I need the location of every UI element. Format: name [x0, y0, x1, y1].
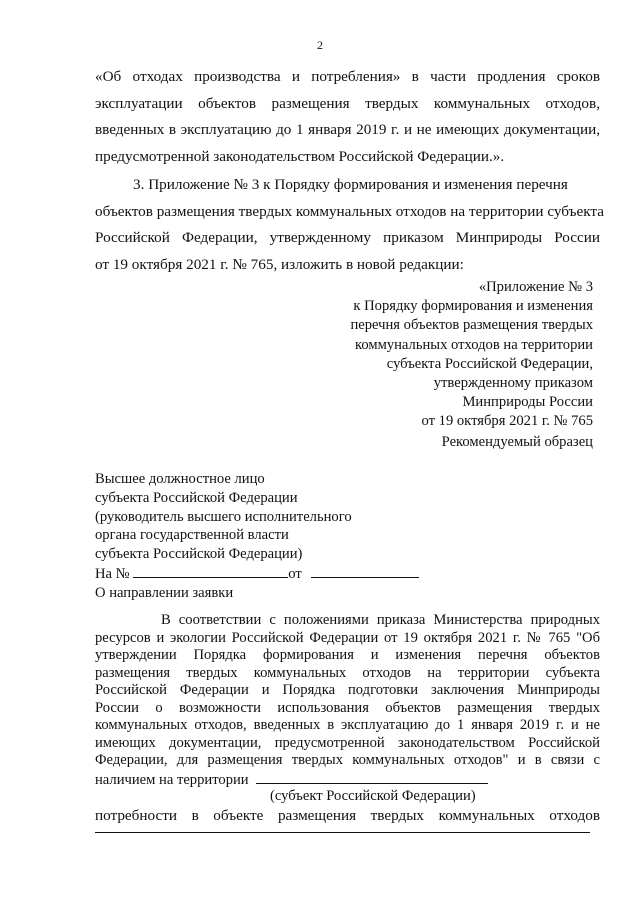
ref-number-label: На №: [95, 565, 130, 582]
addressee-block: [95, 470, 419, 603]
recommended-sample-label: [293, 433, 593, 452]
ref-date-label: от: [288, 565, 302, 582]
text-line: ресурсов и экологии Российской Федерации от 19 октября 2021 г. № 765 "Об: [95, 629, 600, 646]
subject-line: О направлении заявки: [95, 584, 234, 601]
text-line: «Об отходах производства и потребления» в части продления сроков: [95, 68, 600, 85]
caption-text: (субъект Российской Федерации): [270, 788, 476, 804]
text-line: объектов размещения твердых коммунальных отходов на территории субъекта: [95, 202, 604, 220]
text-line: размещения твердых коммунальных отходов на территории субъекта: [95, 664, 600, 681]
header-line: к Порядку формирования и изменения: [353, 298, 593, 315]
addressee-line: субъекта Российской Федерации: [95, 489, 298, 506]
header-line: от 19 октября 2021 г. № 765: [421, 413, 593, 430]
text-line: утверждении Порядка формирования и изменения перечня объектов: [95, 647, 600, 663]
text-line: коммунальных отходов, введенных в эксплуатацию до 1 января 2019 г. и не: [95, 717, 600, 733]
addressee-line: органа государственной власти: [95, 527, 289, 544]
text-line: эксплуатации объектов размещения твердых коммунальных отходов,: [95, 94, 600, 112]
text-line: от 19 октября 2021 г. № 765, изложить в новой редакции:: [95, 255, 464, 273]
header-line: субъекта Российской Федерации,: [386, 355, 593, 372]
need-line-block: [95, 803, 600, 830]
text-line: потребности в объекте размещения твердых коммунальных отходов: [95, 807, 600, 824]
recommended-text: Рекомендуемый образец: [441, 434, 593, 450]
appendix-header: [293, 278, 593, 432]
paragraph-continuation: [95, 64, 600, 170]
text-line: России о возможности использования объектов размещения твердых: [95, 699, 600, 716]
page-number: 2: [317, 38, 323, 52]
text-line: Российской Федерации, утвержденному приказом Минприроды России: [95, 229, 600, 246]
header-line: утвержденному приказом: [433, 375, 593, 392]
ref-number-blank: [133, 564, 288, 578]
text-line: В соответствии с положениями приказа Министерства природных: [161, 612, 600, 628]
text-line: 3. Приложение № 3 к Порядку формирования и изменения перечня: [133, 176, 568, 193]
header-line: Минприроды России: [462, 394, 593, 411]
text-fragment: наличием на территории: [95, 771, 249, 788]
text-line: Российской Федерации и Порядка подготовки заключения Минприроды: [95, 682, 600, 698]
subject-blank: [256, 770, 488, 784]
header-line: «Приложение № 3: [478, 279, 593, 295]
addressee-line: субъекта Российской Федерации): [95, 546, 303, 563]
text-line: имеющих документации, предусмотренной законодательством Российской: [95, 734, 600, 751]
ref-date-blank: [311, 564, 419, 578]
reference-line: [95, 564, 419, 584]
addressee-line: (руководитель высшего исполнительного: [95, 508, 352, 525]
header-line: перечня объектов размещения твердых: [350, 317, 593, 334]
blank-line: [95, 832, 590, 833]
paragraph-item-3: [95, 172, 604, 278]
header-line: коммунальных отходов на территории: [354, 336, 593, 353]
addressee-line: Высшее должностное лицо: [95, 471, 265, 487]
text-line: Федерации, для размещения твердых коммунальных отходов" и в связи с: [95, 752, 600, 768]
text-line-with-blank: [95, 770, 600, 790]
letter-body: [95, 612, 600, 789]
text-line: введенных в эксплуатацию до 1 января 2019 г. и не имеющих документации,: [95, 121, 600, 138]
text-line: предусмотренной законодательством Российской Федерации.».: [95, 147, 505, 165]
